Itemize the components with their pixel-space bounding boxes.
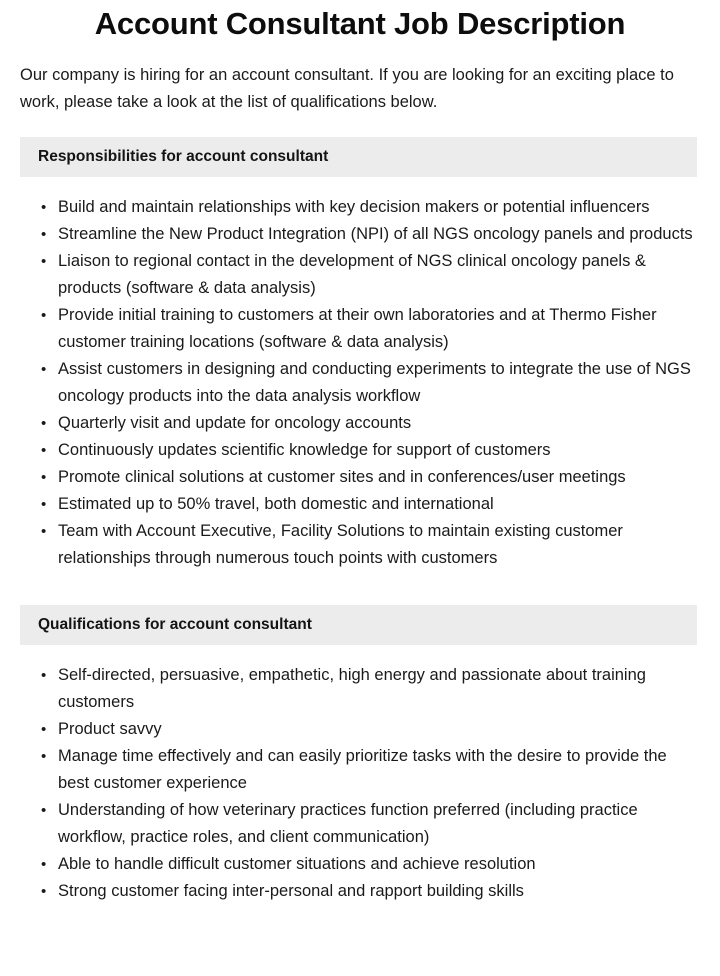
list-item-text: Continuously updates scientific knowledge for support of customers	[58, 441, 551, 459]
bullet-icon: •	[41, 883, 47, 900]
qualifications-list	[0, 645, 720, 905]
list-item	[0, 302, 720, 356]
list-item-text: Estimated up to 50% travel, both domestic and international	[58, 495, 494, 513]
intro-paragraph: Our company is hiring for an account consultant. If you are looking for an exciting place to work, please take a look at the list of qualifications below.	[20, 66, 674, 111]
section-responsibilities	[0, 137, 720, 572]
bullet-icon: •	[41, 667, 47, 684]
list-item-text: Product savvy	[58, 720, 162, 738]
list-item	[0, 851, 720, 878]
list-item-text: Manage time effectively and can easily prioritize tasks with the desire to provide the best customer experience	[58, 747, 667, 792]
page-title: Account Consultant Job Description	[94, 6, 626, 41]
bullet-icon: •	[41, 523, 47, 540]
list-item	[0, 878, 720, 905]
section-heading-label: Qualifications for account consultant	[38, 616, 312, 633]
list-item-text: Provide initial training to customers at their own laboratories and at Thermo Fisher customer training locations (software & data analysis)	[58, 306, 657, 351]
list-item	[0, 248, 720, 302]
list-item-text: Build and maintain relationships with key decision makers or potential influencers	[58, 198, 650, 216]
list-item-text: Liaison to regional contact in the development of NGS clinical oncology panels & products (software & data analysis)	[58, 252, 646, 297]
bullet-icon: •	[41, 415, 47, 432]
bullet-icon: •	[41, 856, 47, 873]
bullet-icon: •	[41, 721, 47, 738]
list-item	[0, 518, 720, 572]
list-item-text: Self-directed, persuasive, empathetic, high energy and passionate about training customers	[58, 666, 646, 711]
list-item-text: Quarterly visit and update for oncology accounts	[58, 414, 412, 432]
bullet-icon: •	[41, 307, 47, 324]
section-qualifications	[0, 605, 720, 905]
list-item-text: Team with Account Executive, Facility Solutions to maintain existing customer relationships through numerous touch points with customers	[58, 522, 623, 567]
list-item-text: Streamline the New Product Integration (NPI) of all NGS oncology panels and products	[58, 225, 693, 243]
list-item-text: Assist customers in designing and conducting experiments to integrate the use of NGS oncology products into the data analysis workflow	[58, 360, 691, 405]
list-item	[0, 410, 720, 437]
list-item	[0, 221, 720, 248]
list-item	[0, 464, 720, 491]
section-header-qualifications	[20, 605, 697, 645]
list-item-text: Understanding of how veterinary practices function preferred (including practice workflow, practice roles, and client communication)	[58, 801, 638, 846]
list-item	[0, 491, 720, 518]
list-item	[0, 662, 720, 716]
bullet-icon: •	[41, 748, 47, 765]
section-heading-label: Responsibilities for account consultant	[38, 148, 329, 165]
list-item	[0, 716, 720, 743]
list-item-text: Promote clinical solutions at customer sites and in conferences/user meetings	[58, 468, 626, 486]
list-item-text: Able to handle difficult customer situations and achieve resolution	[58, 855, 536, 873]
bullet-icon: •	[41, 496, 47, 513]
list-item-text: Strong customer facing inter-personal and rapport building skills	[58, 882, 524, 900]
bullet-icon: •	[41, 361, 47, 378]
bullet-icon: •	[41, 442, 47, 459]
list-item	[0, 437, 720, 464]
bullet-icon: •	[41, 802, 47, 819]
list-item	[0, 356, 720, 410]
list-item	[0, 797, 720, 851]
bullet-icon: •	[41, 469, 47, 486]
list-item	[0, 194, 720, 221]
bullet-icon: •	[41, 199, 47, 216]
list-item	[0, 743, 720, 797]
responsibilities-list	[0, 177, 720, 572]
bullet-icon: •	[41, 226, 47, 243]
bullet-icon: •	[41, 253, 47, 270]
section-header-responsibilities	[20, 137, 697, 177]
